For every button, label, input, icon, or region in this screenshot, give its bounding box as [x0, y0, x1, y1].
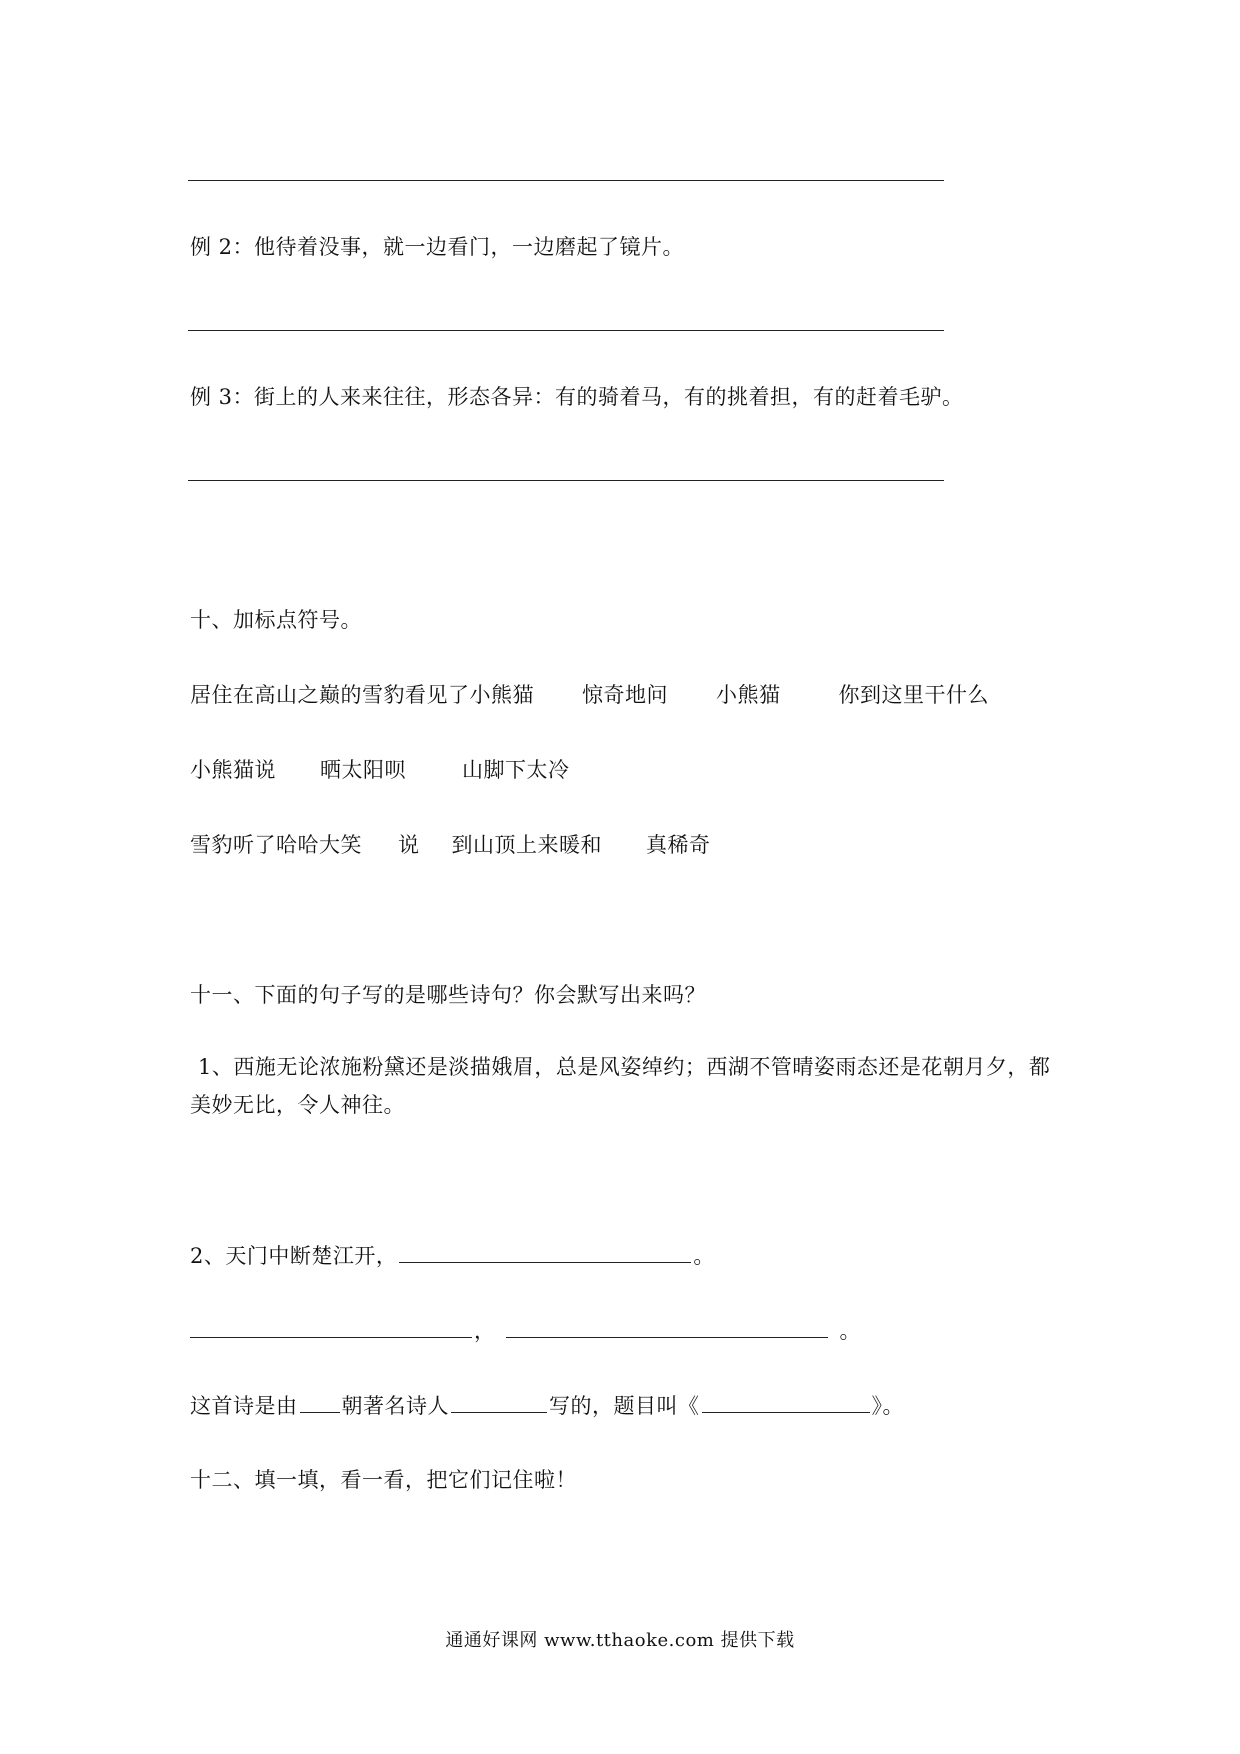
section-11-title: 十一、下面的句子写的是哪些诗句？你会默写出来吗？	[190, 983, 706, 1007]
example-3: 例 3：街上的人来来往往，形态各异：有的骑着马，有的挑着担，有的赶着毛驴。	[190, 385, 964, 409]
punctuation-line-3	[190, 830, 711, 860]
poem-info-3: 写的，题目叫《	[549, 1394, 700, 1418]
phrase: 真稀奇	[646, 833, 711, 857]
phrase: 惊奇地问	[582, 683, 668, 707]
phrase: 小熊猫说	[190, 758, 276, 782]
punctuation-line-1	[190, 680, 989, 710]
example-2: 例 2：他待着没事，就一边看门，一边磨起了镜片。	[190, 235, 685, 259]
poem-info-4: 》。	[871, 1394, 904, 1418]
poem-info-2: 朝著名诗人	[341, 1394, 449, 1418]
answer-line-2[interactable]	[188, 330, 944, 331]
item-1-line-2: 美妙无比，令人神往。	[190, 1093, 405, 1117]
poem-blank-line	[190, 1315, 861, 1346]
phrase: 山脚下太冷	[462, 758, 570, 782]
section-10-title: 十、加标点符号。	[190, 608, 362, 632]
poet-blank[interactable]	[451, 1390, 547, 1413]
comma: ，	[474, 1319, 496, 1343]
poem-info-1: 这首诗是由	[190, 1394, 298, 1418]
dynasty-blank[interactable]	[300, 1390, 340, 1413]
title-blank[interactable]	[702, 1390, 870, 1413]
answer-line-3[interactable]	[188, 480, 944, 481]
phrase: 你到这里干什么	[838, 683, 989, 707]
poem-info-line	[190, 1390, 904, 1421]
phrase: 说	[398, 833, 420, 857]
phrase: 雪豹听了哈哈大笑	[190, 833, 362, 857]
poem-blank-2[interactable]	[190, 1315, 472, 1338]
section-12-title: 十二、填一填，看一看，把它们记住啦！	[190, 1468, 577, 1492]
period: 。	[839, 1319, 861, 1343]
phrase: 到山顶上来暖和	[451, 833, 602, 857]
poem-blank-3[interactable]	[506, 1315, 828, 1338]
item-2-line	[190, 1240, 715, 1271]
phrase: 晒太阳呗	[320, 758, 406, 782]
period: 。	[693, 1244, 715, 1268]
item-2-prefix: 2、天门中断楚江开，	[190, 1244, 398, 1268]
answer-line-1[interactable]	[188, 180, 944, 181]
item-1-line-1: 1、西施无论浓施粉黛还是淡描娥眉，总是风姿绰约；西湖不管晴姿雨态还是花朝月夕，都	[198, 1055, 1051, 1079]
poem-blank-1[interactable]	[399, 1240, 691, 1263]
phrase: 居住在高山之巅的雪豹看见了小熊猫	[190, 683, 534, 707]
page-footer: 通通好课网 www.tthaoke.com 提供下载	[445, 1630, 795, 1651]
punctuation-line-2	[190, 755, 570, 785]
phrase: 小熊猫	[716, 683, 781, 707]
